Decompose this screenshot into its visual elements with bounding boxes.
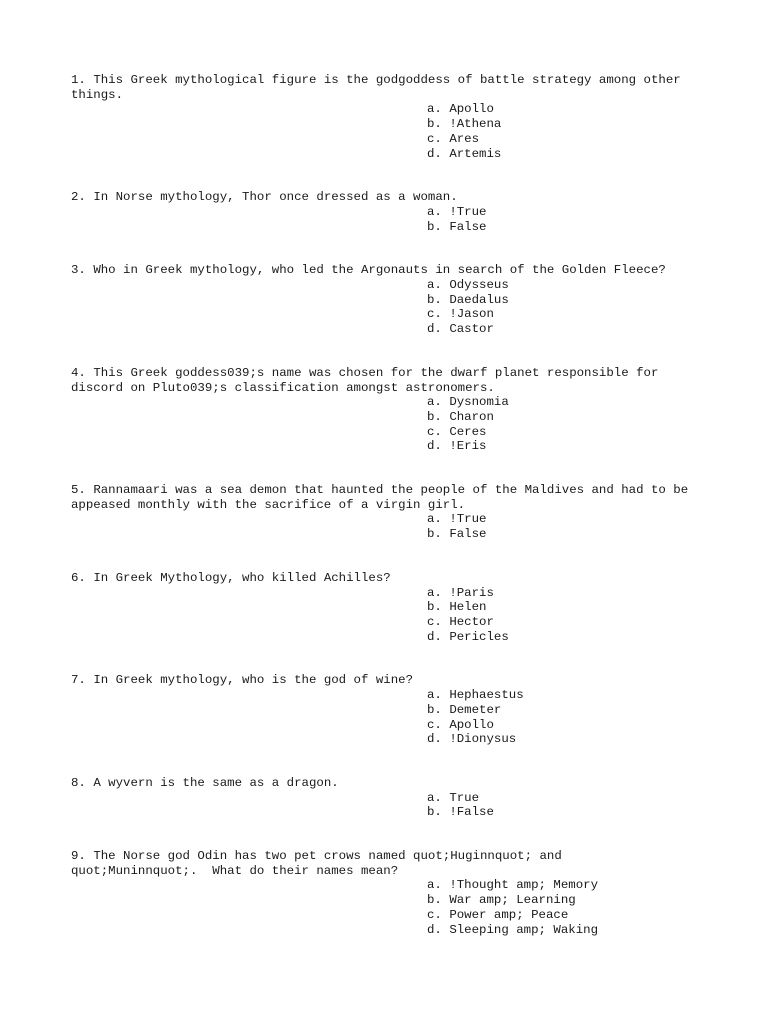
question-number: 4. <box>71 365 86 380</box>
answer-options <box>71 878 711 937</box>
option-letter: d. <box>427 439 442 454</box>
option-letter: a. <box>427 585 442 600</box>
answer-options <box>71 278 711 337</box>
answer-option <box>427 703 711 718</box>
option-label: False <box>449 527 487 542</box>
option-label: Apollo <box>449 717 494 732</box>
option-letter: d. <box>427 922 442 937</box>
answer-option <box>427 147 711 162</box>
quiz-document <box>71 73 711 966</box>
option-label: !True <box>449 204 487 219</box>
option-label: False <box>449 219 487 234</box>
question-block <box>71 263 711 337</box>
question-block <box>71 73 711 161</box>
option-label: True <box>449 790 480 805</box>
option-letter: b. <box>427 117 442 132</box>
option-label: Ares <box>449 131 480 146</box>
question-block <box>71 366 711 454</box>
option-label: !Thought amp; Memory <box>449 878 599 893</box>
option-letter: b. <box>427 702 442 717</box>
option-letter: a. <box>427 278 442 293</box>
question-number: 9. <box>71 849 86 864</box>
option-letter: a. <box>427 512 442 527</box>
question-number: 7. <box>71 673 86 688</box>
question-body: In Norse mythology, Thor once dressed as a woman. <box>93 190 458 205</box>
answer-option <box>427 132 711 147</box>
option-label: !False <box>449 805 494 820</box>
option-label: Daedalus <box>449 292 509 307</box>
option-letter: d. <box>427 629 442 644</box>
option-label: !Dionysus <box>449 732 517 747</box>
question-body: This Greek mythological figure is the godgoddess of battle strategy among other things. <box>71 73 681 102</box>
option-letter: b. <box>427 219 442 234</box>
answer-option <box>427 220 711 235</box>
question-number: 2. <box>71 190 86 205</box>
answer-options <box>71 395 711 454</box>
question-text <box>71 571 711 586</box>
option-letter: c. <box>427 131 442 146</box>
option-label: Helen <box>449 600 487 615</box>
answer-options <box>71 791 711 820</box>
option-letter: c. <box>427 614 442 629</box>
answer-option <box>427 205 711 220</box>
question-text <box>71 483 711 512</box>
option-label: Hector <box>449 614 494 629</box>
option-label: !Athena <box>449 117 502 132</box>
option-label: Odysseus <box>449 278 509 293</box>
answer-option <box>427 322 711 337</box>
answer-option <box>427 102 711 117</box>
answer-option <box>427 732 711 747</box>
option-letter: a. <box>427 878 442 893</box>
question-text <box>71 849 711 878</box>
option-letter: c. <box>427 307 442 322</box>
answer-option <box>427 805 711 820</box>
answer-option <box>427 791 711 806</box>
option-label: Apollo <box>449 102 494 117</box>
option-label: Pericles <box>449 629 509 644</box>
option-letter: c. <box>427 424 442 439</box>
answer-option <box>427 293 711 308</box>
option-letter: a. <box>427 395 442 410</box>
option-letter: a. <box>427 688 442 703</box>
option-label: Artemis <box>449 146 502 161</box>
answer-option <box>427 395 711 410</box>
option-label: Charon <box>449 409 494 424</box>
option-label: !Jason <box>449 307 494 322</box>
answer-option <box>427 117 711 132</box>
answer-option <box>427 278 711 293</box>
question-body: In Greek Mythology, who killed Achilles? <box>93 570 391 585</box>
question-block <box>71 483 711 542</box>
option-label: Ceres <box>449 424 487 439</box>
answer-option <box>427 586 711 601</box>
question-block <box>71 190 711 234</box>
option-letter: b. <box>427 805 442 820</box>
answer-options <box>71 586 711 645</box>
option-letter: b. <box>427 600 442 615</box>
question-text <box>71 73 711 102</box>
answer-options <box>71 512 711 541</box>
option-label: War amp; Learning <box>449 893 576 908</box>
answer-option <box>427 923 711 938</box>
question-block <box>71 673 711 747</box>
answer-options <box>71 102 711 161</box>
answer-option <box>427 878 711 893</box>
option-label: Dysnomia <box>449 395 509 410</box>
answer-option <box>427 307 711 322</box>
question-text <box>71 263 711 278</box>
answer-option <box>427 688 711 703</box>
option-label: !True <box>449 512 487 527</box>
answer-option <box>427 615 711 630</box>
question-block <box>71 849 711 937</box>
question-body: Rannamaari was a sea demon that haunted the people of the Maldives and had to be appeased monthly with the sacrifice of a virgin girl. <box>71 483 689 512</box>
question-text <box>71 673 711 688</box>
option-letter: b. <box>427 409 442 424</box>
answer-option <box>427 527 711 542</box>
question-body: This Greek goddess039;s name was chosen for the dwarf planet responsible for discord on Pluto039;s classification amongst astronomers. <box>71 365 659 395</box>
question-number: 1. <box>71 73 86 87</box>
option-letter: c. <box>427 717 442 732</box>
option-label: Power amp; Peace <box>449 907 569 922</box>
option-letter: b. <box>427 893 442 908</box>
option-letter: c. <box>427 907 442 922</box>
option-label: Sleeping amp; Waking <box>449 922 599 937</box>
question-text <box>71 190 711 205</box>
answer-option <box>427 630 711 645</box>
option-letter: b. <box>427 527 442 542</box>
question-number: 3. <box>71 263 86 278</box>
answer-option <box>427 600 711 615</box>
question-text <box>71 776 711 791</box>
question-block <box>71 571 711 645</box>
answer-option <box>427 893 711 908</box>
answer-options <box>71 688 711 747</box>
question-body: The Norse god Odin has two pet crows named quot;Huginnquot; and quot;Muninnquot;. What do their names mean? <box>71 849 562 878</box>
answer-option <box>427 512 711 527</box>
question-number: 8. <box>71 775 86 790</box>
answer-options <box>71 205 711 234</box>
question-body: Who in Greek mythology, who led the Argonauts in search of the Golden Fleece? <box>93 263 666 278</box>
option-label: Castor <box>449 322 494 337</box>
option-label: Hephaestus <box>449 688 524 703</box>
question-text <box>71 366 711 395</box>
option-letter: a. <box>427 102 442 117</box>
option-label: !Eris <box>449 439 487 454</box>
question-body: In Greek mythology, who is the god of wine? <box>93 673 414 688</box>
option-letter: b. <box>427 292 442 307</box>
answer-option <box>427 439 711 454</box>
question-number: 6. <box>71 570 86 585</box>
option-label: !Paris <box>449 585 494 600</box>
answer-option <box>427 718 711 733</box>
answer-option <box>427 425 711 440</box>
option-letter: a. <box>427 204 442 219</box>
option-label: Demeter <box>449 702 502 717</box>
option-letter: d. <box>427 146 442 161</box>
option-letter: d. <box>427 732 442 747</box>
question-body: A wyvern is the same as a dragon. <box>93 775 339 790</box>
answer-option <box>427 410 711 425</box>
question-block <box>71 776 711 820</box>
answer-option <box>427 908 711 923</box>
option-letter: d. <box>427 322 442 337</box>
question-number: 5. <box>71 483 86 498</box>
option-letter: a. <box>427 790 442 805</box>
